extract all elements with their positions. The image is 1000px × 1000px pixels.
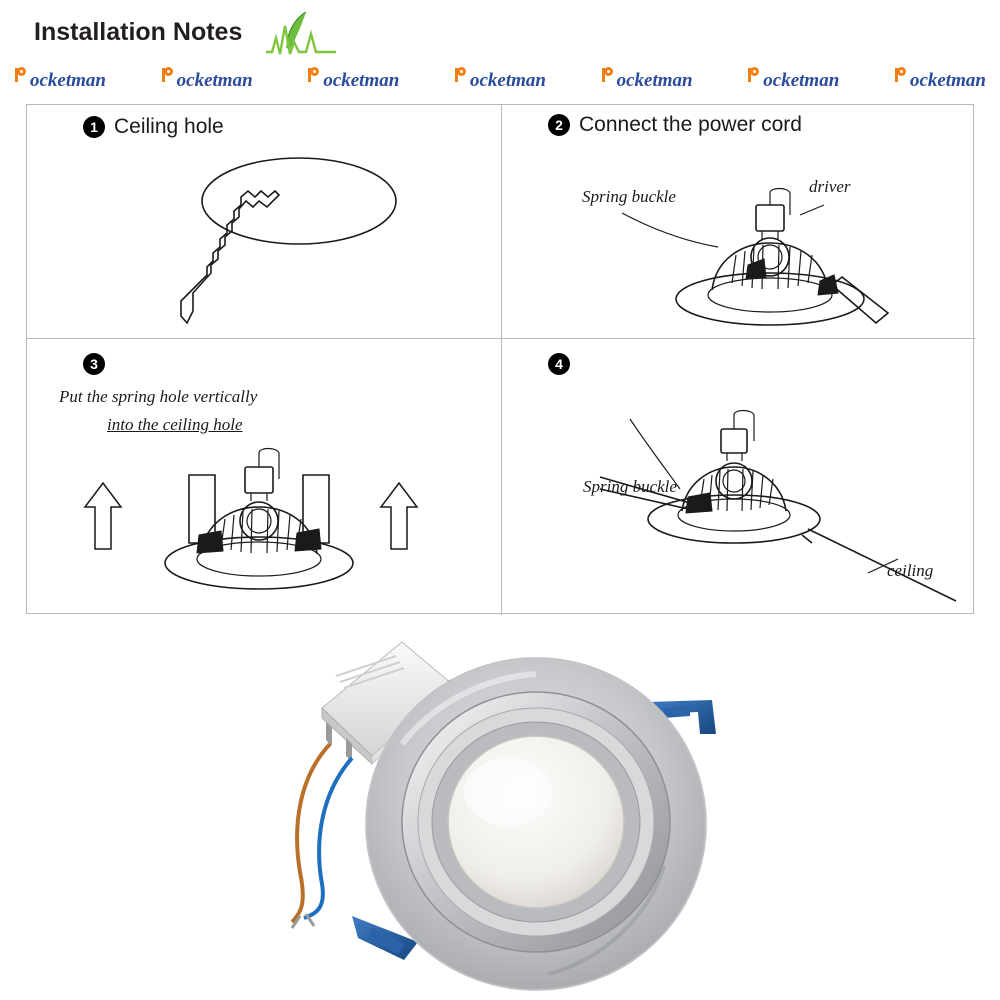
brand-logo [747, 65, 839, 92]
brand-logo [161, 65, 253, 92]
brand-label: ocketman [469, 69, 546, 91]
p-mark-icon [747, 65, 762, 86]
downlight-bezel [366, 658, 706, 990]
brand-logo [601, 65, 693, 92]
step-2-heading [548, 113, 802, 137]
installation-diagram [26, 104, 974, 614]
brand-logo [307, 65, 399, 92]
label-put-spring-hole: Put the spring hole vertically [59, 387, 258, 406]
label-spring-buckle: Spring buckle [582, 187, 676, 206]
step-3-panel [27, 339, 501, 615]
page-header [0, 0, 1000, 58]
downlight-wiring-illustration [532, 185, 952, 335]
step-1-heading [83, 115, 224, 139]
product-photo [0, 616, 1000, 1000]
brand-label: ocketman [176, 69, 253, 91]
brand-label: ocketman [30, 69, 106, 91]
label-into-ceiling-hole: into the ceiling hole [107, 415, 243, 434]
brand-logo [14, 65, 106, 92]
brand-label: ocketman [763, 69, 840, 91]
downlight-photo-illustration [0, 616, 1000, 1000]
step-1-title: Ceiling hole [114, 115, 224, 138]
p-mark-icon [161, 65, 176, 86]
step-1-panel [27, 105, 501, 338]
brand-logo [454, 65, 546, 92]
step-4-panel [502, 339, 975, 615]
brand-label: ocketman [909, 69, 986, 91]
p-mark-icon [307, 65, 322, 86]
brand-label: ocketman [616, 69, 693, 91]
p-mark-icon [601, 65, 616, 86]
brand-watermark-strip [0, 62, 1000, 94]
insert-downlight-illustration [45, 423, 475, 623]
brand-logo [894, 65, 986, 92]
brand-label: ocketman [323, 69, 400, 91]
label-spring-buckle: Spring buckle [583, 477, 677, 496]
step-number-badge: 1 [83, 116, 105, 138]
leaf-icon [266, 8, 336, 56]
step-3-heading [83, 353, 114, 375]
step-number-badge: 2 [548, 114, 570, 136]
page-title: Installation Notes [34, 18, 243, 46]
step-4-heading [548, 353, 579, 375]
step-2-title: Connect the power cord [579, 113, 802, 136]
p-mark-icon [454, 65, 469, 86]
installed-downlight-illustration [512, 393, 972, 613]
step-2-panel [502, 105, 975, 338]
label-driver: driver [809, 177, 851, 196]
ceiling-hole-illustration [147, 153, 447, 333]
step-number-badge: 4 [548, 353, 570, 375]
p-mark-icon [894, 65, 909, 86]
step-number-badge: 3 [83, 353, 105, 375]
p-mark-icon [14, 65, 29, 86]
label-ceiling: ceiling [887, 561, 934, 580]
